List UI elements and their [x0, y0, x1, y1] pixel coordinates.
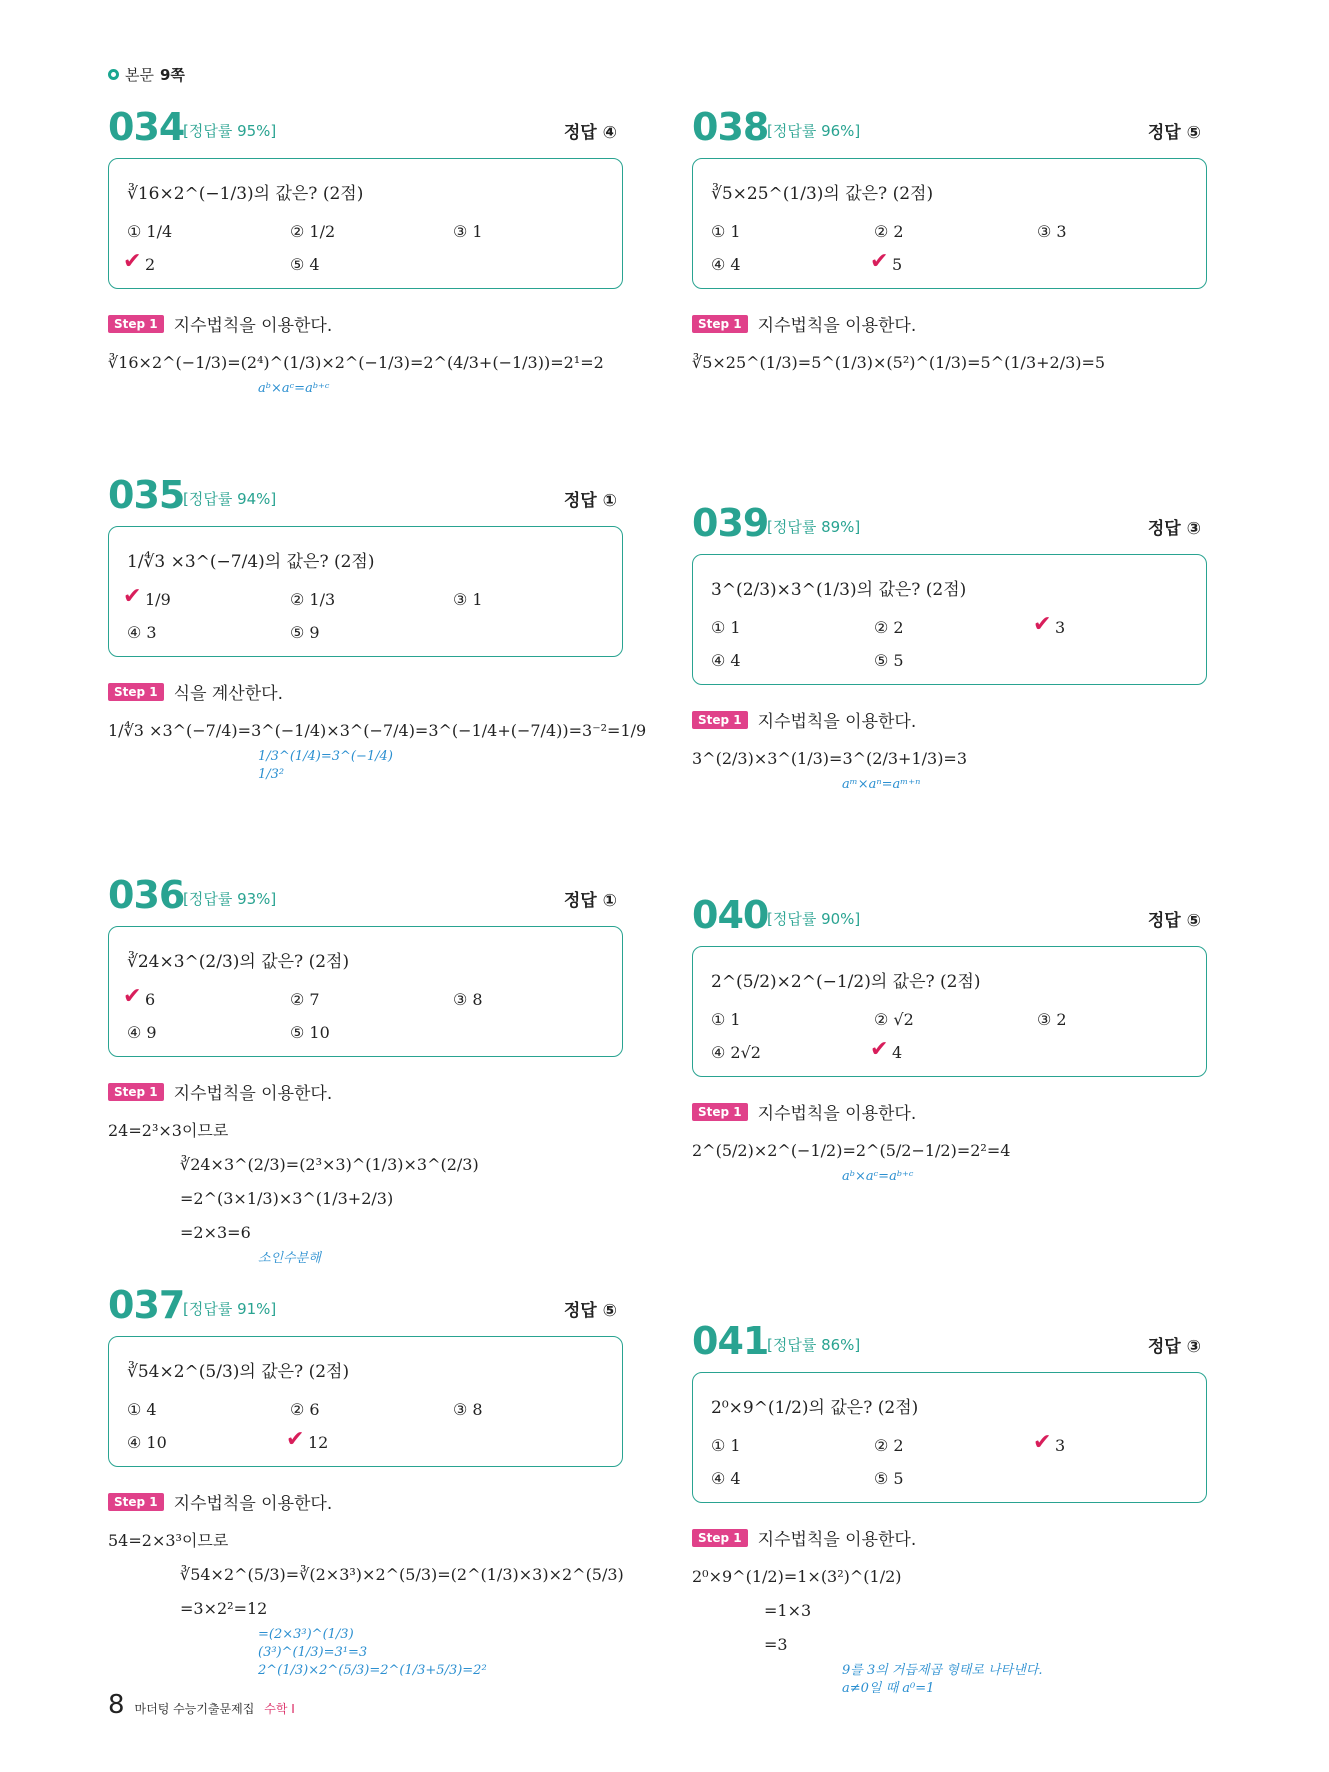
choice-1: ① 1/4 [127, 222, 173, 241]
solution-line: =2×3=6 [180, 1223, 251, 1242]
choice-5: ⑤ 4 [290, 255, 320, 274]
problem-header [692, 104, 1207, 150]
choice-4: ✔ 2 [127, 255, 290, 274]
choice-5: ⑤ 5 [874, 651, 904, 670]
solution-line: =3 [764, 1635, 788, 1654]
choice-4: ④ 2√2 [711, 1043, 761, 1062]
solution-note: aᵐ×aⁿ=aᵐ⁺ⁿ [842, 777, 921, 792]
choice-grid [711, 1010, 1188, 1062]
choice-4: ④ 4 [711, 255, 741, 274]
step-text: 지수법칙을 이용한다. [757, 712, 917, 732]
step-badge: Step 1 [108, 1493, 164, 1511]
question-box [108, 526, 623, 657]
accuracy-rate: [정답률 93%] [183, 890, 277, 908]
choice-grid [711, 1436, 1188, 1488]
choice-3: ③ 1 [453, 590, 483, 609]
choice-4: ④ 4 [711, 651, 741, 670]
solution-line: 2⁰×9^(1/2)=1×(3²)^(1/2) [692, 1567, 902, 1586]
step-text: 지수법칙을 이용한다. [173, 316, 333, 336]
question-box [108, 926, 623, 1057]
answer-label: 정답 ① [563, 491, 617, 511]
solution-note: aᵇ×aᶜ=aᵇ⁺ᶜ [258, 381, 330, 396]
step-text: 식을 계산한다. [173, 684, 283, 704]
accuracy-rate: [정답률 91%] [183, 1300, 277, 1318]
question-box [108, 158, 623, 289]
choice-grid [127, 222, 604, 274]
solution-line: =2^(3×1/3)×3^(1/3+2/3) [180, 1189, 394, 1208]
problem-034 [108, 104, 623, 398]
accuracy-rate: [정답률 94%] [183, 490, 277, 508]
choice-grid [127, 590, 604, 642]
question-text: ∛24×3^(2/3)의 값은? (2점) [127, 952, 350, 972]
problem-header [108, 104, 623, 150]
solution [692, 346, 1207, 380]
choice-grid [127, 1400, 604, 1452]
accuracy-rate: [정답률 90%] [767, 910, 861, 928]
question-text: ∛5×25^(1/3)의 값은? (2점) [711, 184, 934, 204]
step-badge: Step 1 [108, 683, 164, 701]
problem-header [692, 500, 1207, 546]
solution [108, 346, 623, 398]
answer-label: 정답 ⑤ [1147, 911, 1201, 931]
choice-5: ✔ 4 [874, 1043, 1037, 1062]
solution-note: aᵇ×aᶜ=aᵇ⁺ᶜ [842, 1169, 914, 1184]
choice-3: ③ 3 [1037, 222, 1067, 241]
question-text: 3^(2/3)×3^(1/3)의 값은? (2점) [711, 580, 967, 600]
problem-header [692, 892, 1207, 938]
page-number: 8 [108, 1690, 125, 1720]
question-text: ∛16×2^(−1/3)의 값은? (2점) [127, 184, 364, 204]
step-badge: Step 1 [108, 315, 164, 333]
solution [108, 1524, 623, 1680]
choice-3: ③ 2 [1037, 1010, 1067, 1029]
answer-label: 정답 ⑤ [1147, 123, 1201, 143]
book-title: 마더텅 수능기출문제집 [134, 1702, 255, 1716]
solution-note: 2^(1/3)×2^(5/3)=2^(1/3+5/3)=2² [258, 1663, 487, 1678]
choice-grid [127, 990, 604, 1042]
choice-grid [711, 618, 1188, 670]
choice-5: ⑤ 10 [290, 1023, 330, 1042]
choice-4: ④ 10 [127, 1433, 167, 1452]
choice-2: ② 2 [874, 618, 904, 637]
problem-035 [108, 472, 647, 784]
problem-number: 037 [108, 1283, 185, 1327]
step-badge: Step 1 [692, 1529, 748, 1547]
solution [692, 1560, 1207, 1698]
choice-1: ① 1 [711, 222, 741, 241]
question-text: 2⁰×9^(1/2)의 값은? (2점) [711, 1398, 919, 1418]
section-ref-page: 9쪽 [159, 66, 185, 84]
choice-4: ④ 4 [711, 1469, 741, 1488]
choice-3: ③ 1 [453, 222, 483, 241]
choice-2: ② 2 [874, 1436, 904, 1455]
problem-040 [692, 892, 1207, 1186]
step-text: 지수법칙을 이용한다. [757, 316, 917, 336]
problem-number: 038 [692, 105, 769, 149]
step-heading [692, 1099, 1207, 1124]
choice-5: ⑤ 5 [874, 1469, 904, 1488]
accuracy-rate: [정답률 89%] [767, 518, 861, 536]
choice-2: ② 7 [290, 990, 320, 1009]
solution-note: =(2×3³)^(1/3) [258, 1627, 354, 1642]
choice-2: ② 2 [874, 222, 904, 241]
choice-2: ② 1/3 [290, 590, 336, 609]
subject-label: 수학 Ⅰ [264, 1702, 295, 1716]
solution-line: 54=2×3³이므로 [108, 1531, 229, 1550]
section-ref-prefix: 본문 [125, 66, 154, 84]
question-text: 1/∜3 ×3^(−7/4)의 값은? (2점) [127, 552, 375, 572]
choice-grid [711, 222, 1188, 274]
step-badge: Step 1 [692, 315, 748, 333]
accuracy-rate: [정답률 96%] [767, 122, 861, 140]
problem-number: 041 [692, 1319, 769, 1363]
section-reference [108, 64, 185, 85]
circle-bullet-icon [108, 69, 119, 80]
choice-1: ① 1 [711, 1010, 741, 1029]
step-badge: Step 1 [692, 1103, 748, 1121]
solution-line: 1/∜3 ×3^(−7/4)=3^(−1/4)×3^(−7/4)=3^(−1/4+(−7/4))=3⁻²=1/9 [108, 721, 647, 740]
question-box [692, 158, 1207, 289]
choice-2: ② 1/2 [290, 222, 336, 241]
step-heading [692, 1525, 1207, 1550]
problem-number: 035 [108, 473, 185, 517]
solution-line: ∛54×2^(5/3)=∛(2×3³)×2^(5/3)=(2^(1/3)×3)×2^(5/3) [180, 1565, 624, 1584]
question-text: 2^(5/2)×2^(−1/2)의 값은? (2점) [711, 972, 981, 992]
choice-1: ① 1 [711, 618, 741, 637]
choice-4: ④ 3 [127, 623, 157, 642]
step-heading [108, 1079, 623, 1104]
choice-3: ✔ 3 [1037, 1436, 1200, 1455]
problem-038 [692, 104, 1207, 380]
question-box [692, 946, 1207, 1077]
choice-3: ③ 8 [453, 1400, 483, 1419]
choice-3: ✔ 3 [1037, 618, 1200, 637]
step-text: 지수법칙을 이용한다. [173, 1084, 333, 1104]
question-box [692, 1372, 1207, 1503]
solution-note: (3³)^(1/3)=3¹=3 [258, 1645, 368, 1660]
step-badge: Step 1 [692, 711, 748, 729]
solution [108, 1114, 623, 1268]
solution-line: 24=2³×3이므로 [108, 1121, 229, 1140]
choice-3: ③ 8 [453, 990, 483, 1009]
answer-label: 정답 ③ [1147, 1337, 1201, 1357]
step-heading [692, 707, 1207, 732]
question-box [692, 554, 1207, 685]
question-text: ∛54×2^(5/3)의 값은? (2점) [127, 1362, 350, 1382]
solution-line: 3^(2/3)×3^(1/3)=3^(2/3+1/3)=3 [692, 749, 968, 768]
choice-5: ✔ 12 [290, 1433, 453, 1452]
problem-number: 034 [108, 105, 185, 149]
problem-037 [108, 1282, 623, 1680]
choice-1: ✔ 1/9 [127, 590, 290, 609]
answer-label: 정답 ⑤ [563, 1301, 617, 1321]
solution-line: =3×2²=12 [180, 1599, 268, 1618]
accuracy-rate: [정답률 95%] [183, 122, 277, 140]
answer-label: 정답 ③ [1147, 519, 1201, 539]
step-text: 지수법칙을 이용한다. [757, 1104, 917, 1124]
step-badge: Step 1 [108, 1083, 164, 1101]
choice-2: ② 6 [290, 1400, 320, 1419]
problem-036 [108, 872, 623, 1268]
solution-line: =1×3 [764, 1601, 812, 1620]
solution-note: 소인수분해 [258, 1251, 321, 1266]
answer-label: 정답 ① [563, 891, 617, 911]
step-heading [692, 311, 1207, 336]
question-box [108, 1336, 623, 1467]
problem-header [108, 472, 623, 518]
solution-note: a≠0일 때 a⁰=1 [842, 1681, 935, 1696]
answer-label: 정답 ④ [563, 123, 617, 143]
choice-1: ✔ 6 [127, 990, 290, 1009]
problem-header [108, 1282, 623, 1328]
problem-number: 036 [108, 873, 185, 917]
solution-line: ∛5×25^(1/3)=5^(1/3)×(5²)^(1/3)=5^(1/3+2/3)=5 [692, 353, 1106, 372]
solution-line: ∛24×3^(2/3)=(2³×3)^(1/3)×3^(2/3) [180, 1155, 479, 1174]
choice-1: ① 4 [127, 1400, 157, 1419]
solution [692, 1134, 1207, 1186]
problem-041 [692, 1318, 1207, 1698]
choice-5: ✔ 5 [874, 255, 1037, 274]
step-text: 지수법칙을 이용한다. [757, 1530, 917, 1550]
problem-number: 040 [692, 893, 769, 937]
solution-line: ∛16×2^(−1/3)=(2⁴)^(1/3)×2^(−1/3)=2^(4/3+(−1/3))=2¹=2 [108, 353, 604, 372]
choice-2: ② √2 [874, 1010, 914, 1029]
problem-number: 039 [692, 501, 769, 545]
choice-1: ① 1 [711, 1436, 741, 1455]
step-heading [108, 311, 623, 336]
choice-4: ④ 9 [127, 1023, 157, 1042]
choice-5: ⑤ 9 [290, 623, 320, 642]
solution-note: 1/3^(1/4)=3^(−1/4) [258, 749, 393, 764]
solution-line: 2^(5/2)×2^(−1/2)=2^(5/2−1/2)=2²=4 [692, 1141, 1011, 1160]
step-text: 지수법칙을 이용한다. [173, 1494, 333, 1514]
accuracy-rate: [정답률 86%] [767, 1336, 861, 1354]
step-heading [108, 1489, 623, 1514]
problem-039 [692, 500, 1207, 794]
problem-header [692, 1318, 1207, 1364]
solution [692, 742, 1207, 794]
solution [108, 714, 647, 784]
step-heading [108, 679, 623, 704]
page-footer [108, 1690, 295, 1720]
solution-note: 1/3² [258, 767, 285, 782]
problem-header [108, 872, 623, 918]
solution-note: 9를 3의 거듭제곱 형태로 나타낸다. [842, 1663, 1043, 1678]
